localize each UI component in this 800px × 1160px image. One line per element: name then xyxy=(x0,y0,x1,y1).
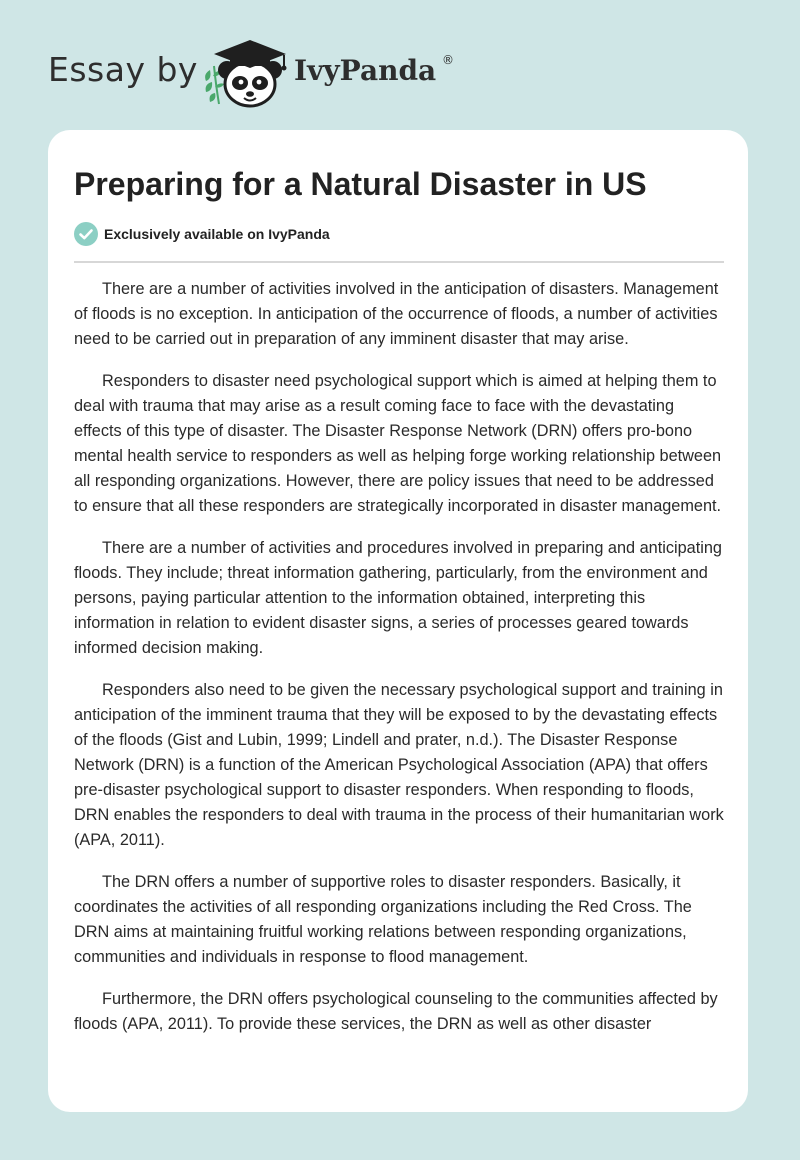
article-body xyxy=(74,277,726,1054)
exclusive-badge xyxy=(74,222,330,246)
panda-graduate-icon[interactable] xyxy=(200,36,292,110)
divider xyxy=(74,261,724,263)
paragraph: There are a number of activities involved in the anticipation of disasters. Management of floods is no exception. In anticipation of the occurrence of floods, a number of activities need to be carried out in preparation of any imminent disaster that may arise. xyxy=(74,280,719,348)
site-header xyxy=(0,0,800,130)
paragraph: Responders also need to be given the necessary psychological support and training in anticipation of the imminent trauma that they will be exposed to by the devastating effects of the floods (Gist and Lubin, 1999; Lindell and prater, n.d.). The Disaster Response Network (DRN) is a function of the American Psychological Association (APA) that offers pre-disaster psychological support to disaster responders. When responding to floods, DRN enables the responders to deal with trauma in the process of their humanitarian work (APA, 2011). xyxy=(74,681,724,849)
article-card xyxy=(48,130,748,1112)
brand-prefix: Essay by xyxy=(48,50,198,89)
badge-label: Exclusively available on IvyPanda xyxy=(104,226,330,242)
paragraph: There are a number of activities and procedures involved in preparing and anticipating floods. They include; threat information gathering, particularly, from the environment and persons, paying particular attention to the information obtained, interpreting this information in relation to evident disaster signs, a series of processes geared towards informed decision making. xyxy=(74,539,722,657)
brand-name[interactable]: IvyPanda xyxy=(294,54,437,87)
paragraph: Responders to disaster need psychological support which is aimed at helping them to deal with trauma that may arise as a result coming face to face with the devastating effects of this type of disaster. The Disaster Response Network (DRN) offers pro-bono mental health service to responders as well as helping forge working relationship between all responding organizations. However, there are policy issues that need to be addressed to ensure that all these responders are strategically incorporated in disaster management. xyxy=(74,372,722,515)
page-title: Preparing for a Natural Disaster in US xyxy=(74,166,647,202)
paragraph: The DRN offers a number of supportive roles to disaster responders. Basically, it coordinates the activities of all responding organizations including the Red Cross. The DRN aims at maintaining fruitful working relations between responding organizations, communities and individuals in response to flood management. xyxy=(74,873,692,966)
registered-mark: ® xyxy=(442,53,454,67)
paragraph: Furthermore, the DRN offers psychological counseling to the communities affected by floods (APA, 2011). To provide these services, the DRN as well as other disaster xyxy=(74,990,718,1033)
check-circle-icon xyxy=(74,222,98,246)
